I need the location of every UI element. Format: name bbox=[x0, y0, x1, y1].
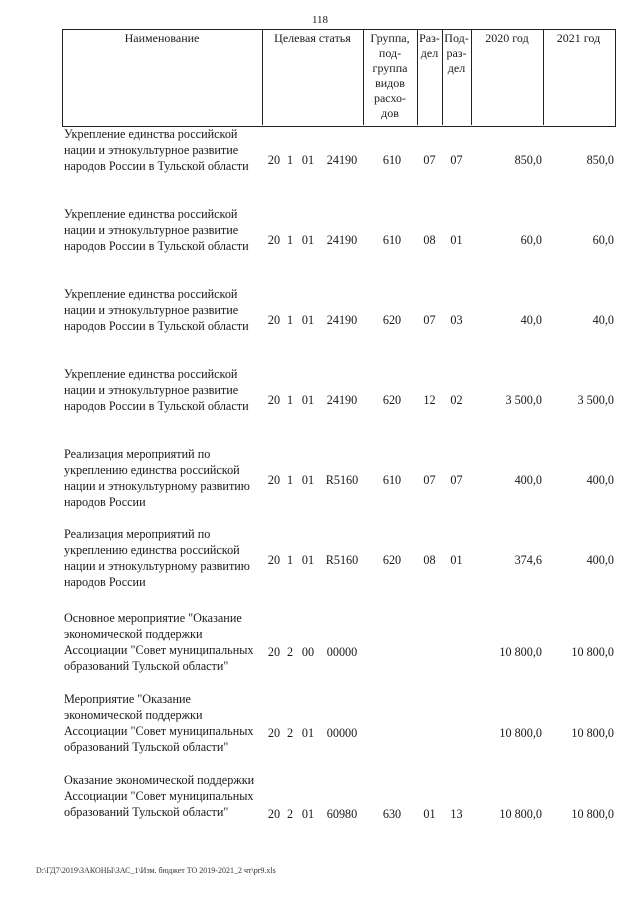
row-y2020: 10 800,0 bbox=[499, 645, 542, 659]
row-code-part-4: R5160 bbox=[325, 473, 359, 487]
row-code-part-4: 00000 bbox=[326, 726, 358, 740]
row-y2021: 10 800,0 bbox=[571, 807, 614, 821]
row-subsection: 13 bbox=[450, 807, 463, 821]
row-code-part-4: 24190 bbox=[326, 153, 358, 167]
row-code-part-4: 60980 bbox=[326, 807, 358, 821]
row-y2021: 60,0 bbox=[592, 233, 614, 247]
row-code-part-4: 24190 bbox=[326, 313, 358, 327]
row-y2020: 40,0 bbox=[520, 313, 542, 327]
row-name: Укрепление единства российской нации и этнокультурное развитие народов России в Тульской области bbox=[64, 207, 249, 253]
row-subsection: 07 bbox=[450, 153, 463, 167]
row-code-part-3: 01 bbox=[301, 553, 315, 567]
row-code-part-2: 1 bbox=[286, 313, 294, 327]
header-2021: 2021 год bbox=[556, 31, 601, 45]
row-code-part-1: 20 bbox=[267, 726, 281, 740]
row-code-part-2: 2 bbox=[286, 645, 294, 659]
row-y2021: 400,0 bbox=[586, 473, 614, 487]
row-code-part-1: 20 bbox=[267, 233, 281, 247]
row-y2020: 3 500,0 bbox=[505, 393, 542, 407]
row-code-part-3: 01 bbox=[301, 807, 315, 821]
row-code-part-1: 20 bbox=[267, 473, 281, 487]
row-code-part-1: 20 bbox=[267, 313, 281, 327]
header-group: Группа, под- группа видов расхо- дов bbox=[370, 31, 410, 120]
row-section: 08 bbox=[423, 233, 436, 247]
row-y2021: 850,0 bbox=[586, 153, 614, 167]
row-code-part-4: 24190 bbox=[326, 393, 358, 407]
row-code-part-3: 01 bbox=[301, 726, 315, 740]
row-code-part-4: 00000 bbox=[326, 645, 358, 659]
row-subsection: 07 bbox=[450, 473, 463, 487]
header-target: Целевая статья bbox=[274, 31, 351, 45]
row-group: 610 bbox=[382, 233, 402, 247]
row-y2021: 3 500,0 bbox=[577, 393, 614, 407]
row-y2020: 374,6 bbox=[514, 553, 542, 567]
header-name: Наименование bbox=[124, 31, 200, 45]
row-code-part-3: 01 bbox=[301, 393, 315, 407]
row-code-part-1: 20 bbox=[267, 807, 281, 821]
row-group: 630 bbox=[382, 807, 402, 821]
row-code-part-1: 20 bbox=[267, 393, 281, 407]
row-y2021: 40,0 bbox=[592, 313, 614, 327]
row-section: 12 bbox=[423, 393, 436, 407]
row-code-part-2: 1 bbox=[286, 393, 294, 407]
header-section: Раз- дел bbox=[419, 31, 440, 60]
row-code-part-2: 1 bbox=[286, 473, 294, 487]
row-code-part-3: 01 bbox=[301, 233, 315, 247]
row-code-part-2: 1 bbox=[286, 233, 294, 247]
row-subsection: 01 bbox=[450, 233, 463, 247]
row-group: 610 bbox=[382, 473, 402, 487]
header-2020: 2020 год bbox=[485, 31, 529, 45]
row-code-part-2: 2 bbox=[286, 807, 294, 821]
row-y2020: 10 800,0 bbox=[499, 807, 542, 821]
row-subsection: 02 bbox=[450, 393, 463, 407]
row-name: Реализация мероприятий по укреплению единства российской нации и этнокультурному развитию народов России bbox=[64, 447, 250, 509]
row-code-part-2: 1 bbox=[286, 153, 294, 167]
file-path-footer: D:\ГД7\2019\ЗАКОНЫ\ЗАС_1\Изм. бюджет ТО 2019-2021_2 чт\pr9.xls bbox=[36, 866, 276, 875]
row-code-part-2: 2 bbox=[286, 726, 294, 740]
header-subsection: Под- раз- дел bbox=[444, 31, 469, 75]
row-code-part-4: R5160 bbox=[325, 553, 359, 567]
row-y2020: 850,0 bbox=[514, 153, 542, 167]
row-group: 620 bbox=[382, 553, 402, 567]
row-y2021: 10 800,0 bbox=[571, 645, 614, 659]
row-group: 610 bbox=[382, 153, 402, 167]
row-code-part-3: 01 bbox=[301, 153, 315, 167]
row-group: 620 bbox=[382, 393, 402, 407]
row-y2020: 60,0 bbox=[520, 233, 542, 247]
row-subsection: 01 bbox=[450, 553, 463, 567]
row-subsection: 03 bbox=[450, 313, 463, 327]
row-code-part-1: 20 bbox=[267, 153, 281, 167]
row-code-part-1: 20 bbox=[267, 645, 281, 659]
row-section: 07 bbox=[423, 473, 436, 487]
row-name: Оказание экономической поддержки Ассоциации "Совет муниципальных образований Тульской области" bbox=[64, 773, 255, 819]
row-name: Укрепление единства российской нации и этнокультурное развитие народов России в Тульской области bbox=[64, 287, 249, 333]
row-code-part-3: 01 bbox=[301, 473, 315, 487]
row-name: Мероприятие "Оказание экономической поддержки Ассоциации "Совет муниципальных образований Тульской области" bbox=[64, 692, 254, 754]
page-number: 118 bbox=[311, 14, 329, 26]
row-code-part-1: 20 bbox=[267, 553, 281, 567]
row-section: 07 bbox=[423, 313, 436, 327]
row-name: Основное мероприятие "Оказание экономической поддержки Ассоциации "Совет муниципальных образований Тульской области" bbox=[64, 611, 254, 673]
row-section: 07 bbox=[423, 153, 436, 167]
row-y2020: 400,0 bbox=[514, 473, 542, 487]
row-code-part-3: 00 bbox=[301, 645, 315, 659]
row-code-part-4: 24190 bbox=[326, 233, 358, 247]
row-code-part-3: 01 bbox=[301, 313, 315, 327]
row-y2020: 10 800,0 bbox=[499, 726, 542, 740]
row-code-part-2: 1 bbox=[286, 553, 294, 567]
row-y2021: 400,0 bbox=[586, 553, 614, 567]
row-section: 08 bbox=[423, 553, 436, 567]
row-y2021: 10 800,0 bbox=[571, 726, 614, 740]
row-group: 620 bbox=[382, 313, 402, 327]
row-section: 01 bbox=[423, 807, 436, 821]
row-name: Реализация мероприятий по укреплению единства российской нации и этнокультурному развитию народов России bbox=[64, 527, 250, 589]
row-name: Укрепление единства российской нации и этнокультурное развитие народов России в Тульской области bbox=[64, 367, 249, 413]
row-name: Укрепление единства российской нации и этнокультурное развитие народов России в Тульской области bbox=[64, 127, 249, 173]
